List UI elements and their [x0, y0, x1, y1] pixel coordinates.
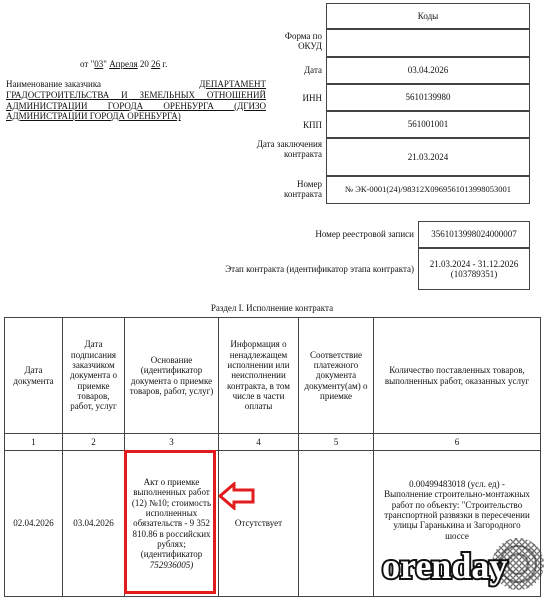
- okud-value-cell: [326, 29, 530, 57]
- customer-name-first: ДЕПАРТАМЕНТ: [199, 79, 266, 89]
- stage-label: Этап контракта (идентификатор этапа контракта): [225, 264, 414, 274]
- contract-date-value: 21.03.2024: [326, 138, 530, 176]
- inn-label: ИНН: [302, 93, 322, 103]
- contract-number-label: Номер контракта: [283, 179, 322, 200]
- contract-date-label: Дата заключения контракта: [256, 139, 322, 160]
- inn-value: 5610139980: [326, 84, 530, 111]
- header-info: Информация о ненадлежащем исполнении или неисполнении контракта, в том числе в части оплаты: [219, 318, 299, 434]
- date-value: 03.04.2026: [326, 57, 530, 84]
- header-basis: Основание (идентификатор документа о приемке товаров, работ, услуг): [125, 318, 219, 434]
- okud-label: Форма по ОКУД: [284, 31, 322, 52]
- column-number: 1: [5, 434, 63, 451]
- highlight-frame: [124, 450, 216, 594]
- registry-label: Номер реестровой записи: [315, 229, 414, 239]
- kpp-label: КПП: [302, 120, 322, 130]
- column-number: 4: [219, 434, 299, 451]
- column-number: 3: [125, 434, 219, 451]
- cell-basis: Акт о приемке выполненных работ (12) №10; стоимость исполненных обязательств - 9 352 810.86 в российских рублях; (идентификатор 752936005): [125, 451, 219, 597]
- customer-name: ГРАДОСТРОИТЕЛЬСТВА И ЗЕМЕЛЬНЫХ ОТНОШЕНИЙ АДМИНИСТРАЦИИ ГОРОДА ОРЕНБУРГА (ДГИЗО АДМИНИСТРАЦИИ ГОРОДА ОРЕНБУРГА): [6, 89, 266, 122]
- customer-block: [6, 79, 266, 122]
- document-date-line: от "03" Апреля 20 26 г.: [80, 59, 168, 69]
- svg-text:orenday: orenday: [382, 546, 508, 586]
- kpp-value: 561001001: [326, 111, 530, 138]
- column-number: 6: [374, 434, 541, 451]
- header-sign-date: Дата подписания заказчиком документа о приемке товаров, работ, услуг: [63, 318, 125, 434]
- column-number: 5: [299, 434, 374, 451]
- column-number: 2: [63, 434, 125, 451]
- date-label: Дата: [304, 65, 322, 75]
- orenday-logo: [378, 536, 544, 596]
- header-doc-date: Дата документа: [5, 318, 63, 434]
- registry-value: 3561013998024000007: [418, 221, 530, 248]
- header-quantity: Количество поставленных товаров, выполненных работ, оказанных услуг: [374, 318, 541, 434]
- cell-quantity: 0.00499483018 (усл. ед) - Выполнение строительно-монтажных работ по объекту: "Строительство транспортной развязки в пересечении улицы Гаранькина и Загородного шоссе: [374, 451, 541, 597]
- header-match: Соответствие платежного документа документу(ам) о приемке: [299, 318, 374, 434]
- cell-doc-date: 02.04.2026: [5, 451, 63, 597]
- contract-number-value: № ЭК-0001(24)/98312Х0969561013998053001: [326, 176, 530, 204]
- table-number-row: [5, 434, 541, 451]
- cell-sign-date: 03.04.2026: [63, 451, 125, 597]
- customer-label: Наименование заказчика: [6, 79, 102, 89]
- table-header-row: [5, 318, 541, 434]
- red-arrow-icon: [218, 482, 256, 510]
- codes-header: Коды: [326, 3, 530, 29]
- cell-info: Отсутствует: [219, 451, 299, 597]
- stage-value: 21.03.2024 - 31.12.2026 (103789351): [418, 248, 530, 290]
- section-title: Раздел I. Исполнение контракта: [210, 303, 334, 313]
- basis-identifier: 752936005): [149, 559, 194, 570]
- cell-match: [299, 451, 374, 597]
